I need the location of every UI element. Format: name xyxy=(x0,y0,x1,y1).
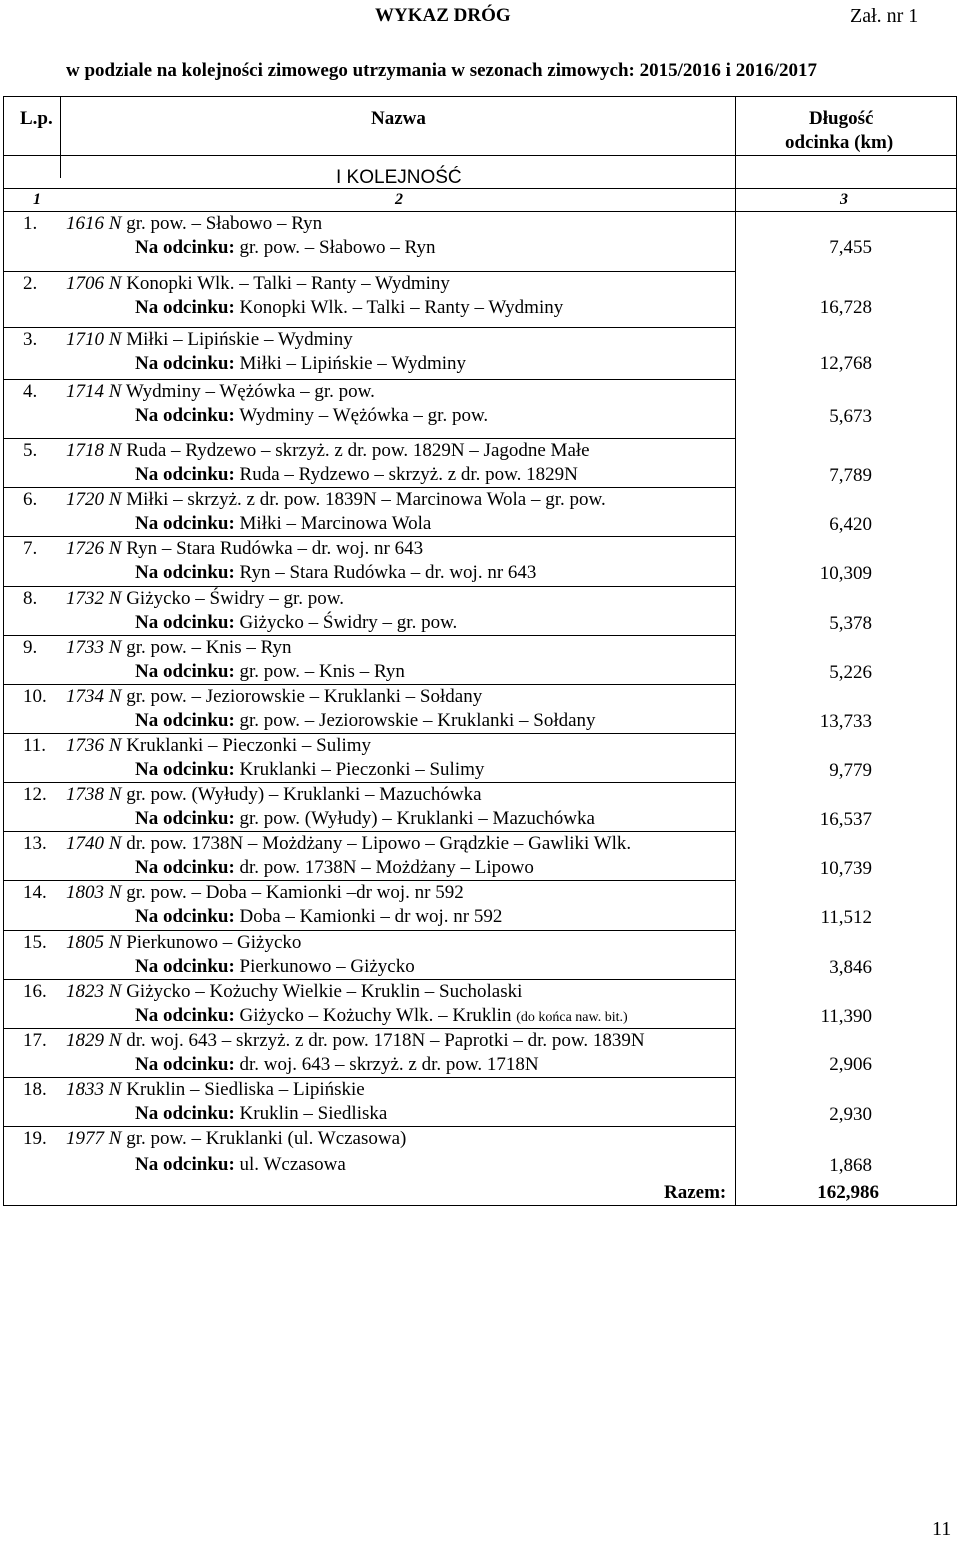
row-number: 11. xyxy=(23,735,47,756)
road-code: 1736 N xyxy=(66,735,122,756)
segment-length: 7,789 xyxy=(829,465,872,486)
row-divider xyxy=(3,327,735,328)
road-code: 1726 N xyxy=(66,538,122,559)
road-name: Miłki – Lipińskie – Wydminy xyxy=(126,329,353,350)
road-description xyxy=(66,834,631,853)
segment-label: Na odcinku: xyxy=(135,710,235,731)
road-name: Kruklanki – Pieczonki – Sulimy xyxy=(126,735,372,756)
segment-name: Giżycko – Świdry – gr. pow. xyxy=(239,612,458,633)
road-description xyxy=(66,330,353,349)
road-description xyxy=(66,441,590,460)
road-description xyxy=(66,539,423,558)
road-code: 1718 N xyxy=(66,440,122,461)
segment-name: dr. pow. 1738N – Możdżany – Lipowo xyxy=(239,857,534,878)
row-number: 9. xyxy=(23,637,38,658)
road-name: dr. pow. 1738N – Możdżany – Lipowo – Grądzkie – Gawliki Wlk. xyxy=(126,833,632,854)
road-name: Konopki Wlk. – Talki – Ranty – Wydminy xyxy=(126,273,450,294)
road-segment xyxy=(135,760,484,779)
road-name: gr. pow. – Knis – Ryn xyxy=(126,637,292,658)
segment-label: Na odcinku: xyxy=(135,405,235,426)
segment-name: gr. pow. – Jeziorowskie – Kruklanki – Sołdany xyxy=(239,710,596,731)
column-header-length-unit: odcinka (km) xyxy=(785,132,894,153)
segment-label: Na odcinku: xyxy=(135,661,235,682)
segment-label: Na odcinku: xyxy=(135,1054,235,1075)
road-name: Miłki – skrzyż. z dr. pow. 1839N – Marcinowa Wola – gr. pow. xyxy=(126,489,606,510)
road-description xyxy=(66,736,371,755)
segment-note: (do końca naw. bit.) xyxy=(516,1010,628,1025)
road-segment xyxy=(135,1155,346,1174)
segment-length: 11,512 xyxy=(820,907,872,928)
row-divider xyxy=(3,1028,735,1029)
segment-label: Na odcinku: xyxy=(135,237,235,258)
segment-name: Wydminy – Wężówka – gr. pow. xyxy=(239,405,489,426)
segment-label: Na odcinku: xyxy=(135,808,235,829)
segment-length: 10,739 xyxy=(819,858,872,879)
road-code: 1616 N xyxy=(66,213,122,234)
road-description xyxy=(66,490,606,509)
road-code: 1710 N xyxy=(66,329,122,350)
road-code: 1977 N xyxy=(66,1128,122,1149)
road-segment xyxy=(135,613,457,632)
road-segment xyxy=(135,514,431,533)
road-code: 1738 N xyxy=(66,784,122,805)
total-label: Razem: xyxy=(664,1182,727,1203)
road-description xyxy=(66,785,482,804)
row-number: 2. xyxy=(23,273,38,294)
road-description xyxy=(66,589,344,608)
segment-label: Na odcinku: xyxy=(135,612,235,633)
road-name: Giżycko – Świdry – gr. pow. xyxy=(126,588,344,609)
row-number: 8. xyxy=(23,588,38,609)
road-code: 1733 N xyxy=(66,637,122,658)
page-number: 11 xyxy=(932,1518,952,1540)
road-name: Ruda – Rydzewo – skrzyż. z dr. pow. 1829N – Jagodne Małe xyxy=(126,440,590,461)
road-code: 1740 N xyxy=(66,833,122,854)
document-subtitle: w podziale na kolejności zimowego utrzymania w sezonach zimowych: 2015/2016 i 2016/2017 xyxy=(66,60,817,81)
segment-length: 5,673 xyxy=(829,406,872,427)
segment-length: 16,537 xyxy=(819,809,872,830)
row-divider xyxy=(3,271,735,272)
row-number: 14. xyxy=(23,882,47,903)
row-divider xyxy=(3,379,735,380)
row-number: 17. xyxy=(23,1030,47,1051)
row-divider xyxy=(3,930,735,931)
row-divider xyxy=(3,684,735,685)
segment-length: 5,378 xyxy=(829,613,872,634)
segment-length: 13,733 xyxy=(819,711,872,732)
row-divider xyxy=(3,979,735,980)
road-description xyxy=(66,1080,365,1099)
road-description xyxy=(66,883,464,902)
segment-name: gr. pow. – Słabowo – Ryn xyxy=(239,237,436,258)
segment-label: Na odcinku: xyxy=(135,956,235,977)
road-segment xyxy=(135,465,578,484)
road-name: gr. pow. – Kruklanki (ul. Wczasowa) xyxy=(126,1128,407,1149)
road-name: gr. pow. – Doba – Kamionki –dr woj. nr 592 xyxy=(126,882,464,903)
road-description xyxy=(66,274,450,293)
row-number: 1. xyxy=(23,213,38,234)
document-title: WYKAZ DRÓG xyxy=(375,5,511,26)
road-description xyxy=(66,1129,406,1148)
row-number: 3. xyxy=(23,329,38,350)
road-name: Kruklin – Siedliska – Lipińskie xyxy=(126,1079,365,1100)
column-number-2: 2 xyxy=(395,191,403,208)
segment-name: Doba – Kamionki – dr woj. nr 592 xyxy=(239,906,503,927)
road-name: gr. pow. (Wyłudy) – Kruklanki – Mazuchówka xyxy=(126,784,482,805)
road-description xyxy=(66,687,482,706)
row-divider xyxy=(3,635,735,636)
row-divider xyxy=(3,880,735,881)
road-description xyxy=(66,1031,645,1050)
segment-label: Na odcinku: xyxy=(135,906,235,927)
segment-name: Giżycko – Kożuchy Wlk. – Kruklin xyxy=(239,1005,512,1026)
row-divider xyxy=(3,487,735,488)
road-description xyxy=(66,638,292,657)
segment-length: 3,846 xyxy=(829,957,872,978)
segment-name: dr. woj. 643 – skrzyż. z dr. pow. 1718N xyxy=(239,1054,539,1075)
row-divider xyxy=(3,831,735,832)
segment-length: 11,390 xyxy=(820,1006,872,1027)
segment-name: Kruklin – Siedliska xyxy=(239,1103,388,1124)
road-description xyxy=(66,382,375,401)
road-code: 1805 N xyxy=(66,932,122,953)
segment-name: gr. pow. (Wyłudy) – Kruklanki – Mazuchówka xyxy=(239,808,595,829)
segment-label: Na odcinku: xyxy=(135,464,235,485)
segment-label: Na odcinku: xyxy=(135,759,235,780)
road-code: 1823 N xyxy=(66,981,122,1002)
road-description xyxy=(66,933,301,952)
segment-length: 12,768 xyxy=(819,353,872,374)
row-number: 4. xyxy=(23,381,38,402)
road-name: gr. pow. – Jeziorowskie – Kruklanki – Sołdany xyxy=(126,686,483,707)
road-code: 1732 N xyxy=(66,588,122,609)
row-divider xyxy=(3,1126,735,1127)
road-name: dr. woj. 643 – skrzyż. z dr. pow. 1718N – Paprotki – dr. pow. 1839N xyxy=(126,1030,645,1051)
section-heading: I KOLEJNOŚĆ xyxy=(336,167,462,188)
road-segment xyxy=(135,858,534,877)
segment-name: Konopki Wlk. – Talki – Ranty – Wydminy xyxy=(239,297,564,318)
road-description xyxy=(66,214,322,233)
row-divider xyxy=(3,586,735,587)
row-divider xyxy=(3,782,735,783)
column-number-1: 1 xyxy=(33,191,41,208)
segment-name: Miłki – Lipińskie – Wydminy xyxy=(239,353,467,374)
segment-length: 10,309 xyxy=(819,563,872,584)
row-divider xyxy=(3,536,735,537)
row-number: 19. xyxy=(23,1128,47,1149)
road-code: 1706 N xyxy=(66,273,122,294)
road-segment xyxy=(135,563,536,582)
segment-length: 2,906 xyxy=(829,1054,872,1075)
segment-length: 7,455 xyxy=(829,237,872,258)
road-code: 1803 N xyxy=(66,882,122,903)
column-header-lp: L.p. xyxy=(20,108,53,129)
row-number: 10. xyxy=(23,686,47,707)
road-name: Ryn – Stara Rudówka – dr. woj. nr 643 xyxy=(126,538,424,559)
row-divider xyxy=(3,733,735,734)
row-number: 5. xyxy=(23,440,38,461)
row-divider xyxy=(3,1077,735,1078)
column-number-3: 3 xyxy=(840,191,848,208)
road-segment xyxy=(135,1055,539,1074)
road-code: 1734 N xyxy=(66,686,122,707)
segment-name: Kruklanki – Pieczonki – Sulimy xyxy=(239,759,485,780)
segment-length: 16,728 xyxy=(819,297,872,318)
row-number: 16. xyxy=(23,981,47,1002)
road-segment xyxy=(135,809,595,828)
row-number: 7. xyxy=(23,538,38,559)
road-segment xyxy=(135,957,415,976)
road-name: gr. pow. – Słabowo – Ryn xyxy=(126,213,323,234)
road-name: Giżycko – Kożuchy Wielkie – Kruklin – Sucholaski xyxy=(126,981,523,1002)
segment-length: 2,930 xyxy=(829,1104,872,1125)
road-segment xyxy=(135,907,502,926)
road-segment xyxy=(135,662,405,681)
segment-name: Pierkunowo – Giżycko xyxy=(239,956,415,977)
segment-length: 1,868 xyxy=(829,1155,872,1176)
annex-label: Zał. nr 1 xyxy=(850,5,919,27)
segment-name: Miłki – Marcinowa Wola xyxy=(239,513,432,534)
segment-label: Na odcinku: xyxy=(135,297,235,318)
segment-label: Na odcinku: xyxy=(135,1103,235,1124)
segment-length: 5,226 xyxy=(829,662,872,683)
road-segment xyxy=(135,238,435,257)
segment-label: Na odcinku: xyxy=(135,857,235,878)
segment-label: Na odcinku: xyxy=(135,353,235,374)
segment-label: Na odcinku: xyxy=(135,513,235,534)
segment-length: 6,420 xyxy=(829,514,872,535)
road-description xyxy=(66,982,522,1001)
row-number: 15. xyxy=(23,932,47,953)
segment-name: ul. Wczasowa xyxy=(239,1154,346,1175)
segment-name: Ruda – Rydzewo – skrzyż. z dr. pow. 1829N xyxy=(239,464,578,485)
road-code: 1714 N xyxy=(66,381,122,402)
road-segment xyxy=(135,354,466,373)
segment-label: Na odcinku: xyxy=(135,1154,235,1175)
total-value: 162,986 xyxy=(817,1182,879,1203)
road-segment xyxy=(135,1006,628,1025)
column-header-name: Nazwa xyxy=(371,108,426,129)
segment-label: Na odcinku: xyxy=(135,562,235,583)
road-code: 1720 N xyxy=(66,489,122,510)
road-code: 1833 N xyxy=(66,1079,122,1100)
road-segment xyxy=(135,298,563,317)
road-name: Pierkunowo – Giżycko xyxy=(126,932,302,953)
row-number: 13. xyxy=(23,833,47,854)
row-number: 12. xyxy=(23,784,47,805)
segment-length: 9,779 xyxy=(829,760,872,781)
road-segment xyxy=(135,1104,387,1123)
row-divider xyxy=(3,438,735,439)
row-number: 18. xyxy=(23,1079,47,1100)
road-code: 1829 N xyxy=(66,1030,122,1051)
road-segment xyxy=(135,406,488,425)
road-segment xyxy=(135,711,596,730)
segment-name: gr. pow. – Knis – Ryn xyxy=(239,661,405,682)
road-name: Wydminy – Wężówka – gr. pow. xyxy=(125,381,375,402)
segment-name: Ryn – Stara Rudówka – dr. woj. nr 643 xyxy=(239,562,537,583)
segment-label: Na odcinku: xyxy=(135,1005,235,1026)
column-header-length: Długość xyxy=(809,108,874,129)
row-number: 6. xyxy=(23,489,38,510)
